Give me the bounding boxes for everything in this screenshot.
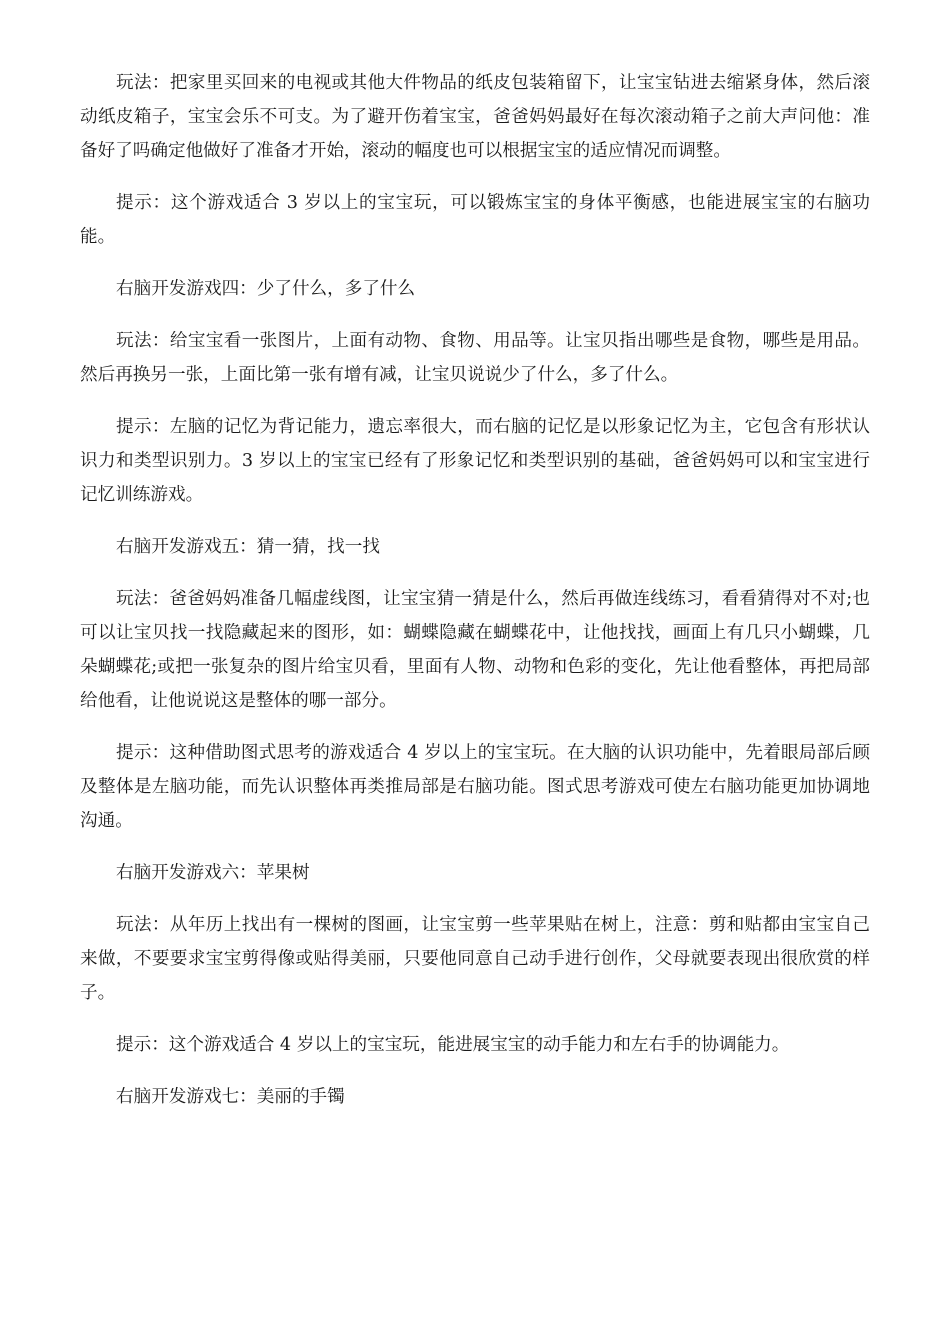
- paragraph-game3-tip: 提示：这个游戏适合 3 岁以上的宝宝玩，可以锻炼宝宝的身体平衡感，也能进展宝宝的右脑功能。: [80, 193, 870, 247]
- paragraph-game3-play: 玩法：把家里买回来的电视或其他大件物品的纸皮包装箱留下，让宝宝钻进去缩紧身体，然后滚动纸皮箱子，宝宝会乐不可支。为了避开伤着宝宝，爸爸妈妈最好在每次滚动箱子之前大声问他：准备好了吗确定他做好了准备才开始，滚动的幅度也可以根据宝宝的适应情况而调整。: [80, 73, 870, 161]
- heading-game4: 右脑开发游戏四：少了什么，多了什么: [116, 279, 416, 299]
- paragraph-game6-play: 玩法：从年历上找出有一棵树的图画，让宝宝剪一些苹果贴在树上，注意：剪和贴都由宝宝自己来做，不要要求宝宝剪得像或贴得美丽，只要他同意自己动手进行创作，父母就要表现出很欣赏的样子。: [80, 915, 870, 1003]
- paragraph-game4-tip: 提示：左脑的记忆为背记能力，遗忘率很大，而右脑的记忆是以形象记忆为主，它包含有形状认识力和类型识别力。3 岁以上的宝宝已经有了形象记忆和类型识别的基础，爸爸妈妈可以和宝宝进行记忆训练游戏。: [80, 417, 870, 505]
- paragraph-game5-tip: 提示：这种借助图式思考的游戏适合 4 岁以上的宝宝玩。在大脑的认识功能中，先着眼局部后顾及整体是左脑功能，而先认识整体再类推局部是右脑功能。图式思考游戏可使左右脑功能更加协调地沟通。: [80, 743, 870, 831]
- document-page: [80, 66, 870, 1132]
- heading-game7: 右脑开发游戏七：美丽的手镯: [116, 1087, 345, 1107]
- paragraph-game5-play: 玩法：爸爸妈妈准备几幅虚线图，让宝宝猜一猜是什么，然后再做连线练习，看看猜得对不对;也可以让宝贝找一找隐藏起来的图形，如：蝴蝶隐藏在蝴蝶花中，让他找找，画面上有几只小蝴蝶，几朵蝴蝶花;或把一张复杂的图片给宝贝看，里面有人物、动物和色彩的变化，先让他看整体，再把局部给他看，让他说说这是整体的哪一部分。: [80, 589, 870, 711]
- heading-game5: 右脑开发游戏五：猜一猜，找一找: [116, 537, 380, 557]
- paragraph-game6-tip: 提示：这个游戏适合 4 岁以上的宝宝玩，能进展宝宝的动手能力和左右手的协调能力。: [116, 1035, 790, 1055]
- heading-game6: 右脑开发游戏六：苹果树: [116, 863, 310, 883]
- paragraph-game4-play: 玩法：给宝宝看一张图片，上面有动物、食物、用品等。让宝贝指出哪些是食物，哪些是用品。然后再换另一张，上面比第一张有增有减，让宝贝说说少了什么，多了什么。: [80, 331, 870, 385]
